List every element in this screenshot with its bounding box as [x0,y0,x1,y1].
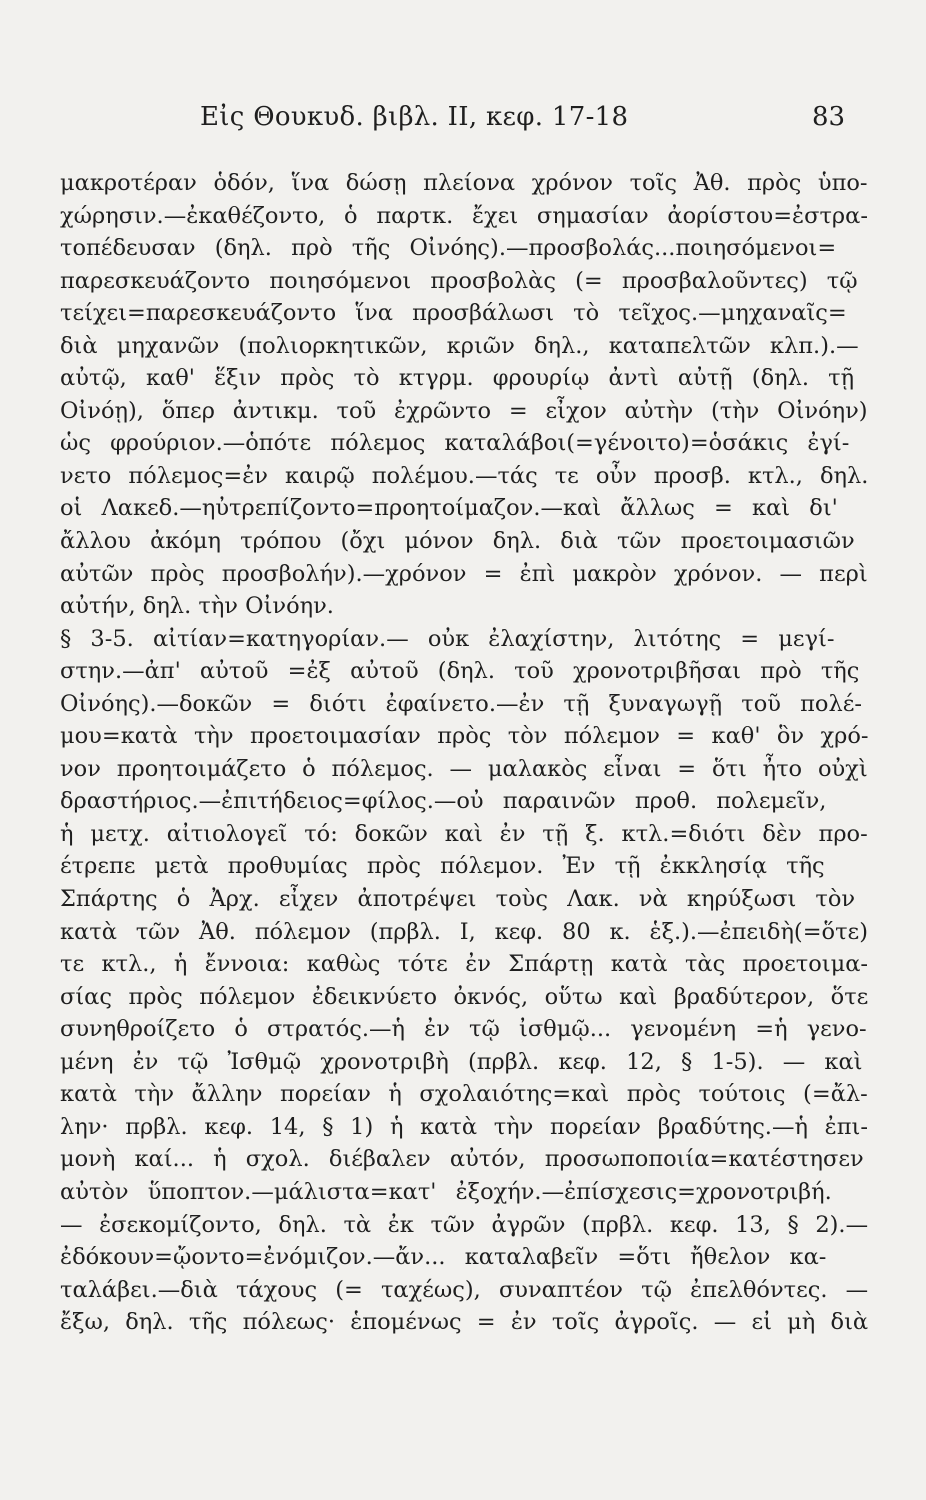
running-title: Εἰς Θουκυδ. βιβλ. II, κεφ. 17-18 [200,102,629,132]
text-line: μακροτέραν ὁδόν, ἵνα δώσῃ πλείονα χρόνον τοῖς Ἀθ. πρὸς ὑπο- [60,170,868,196]
text-line: τείχει=παρεσκευάζοντο ἵνα προσβάλωσι τὸ τεῖχος.—μηχαναῖς= [60,300,847,327]
text-line: αὐτήν, δηλ. τὴν Οἰνόην. [60,593,334,620]
text-line: μονὴ καί... ἡ σχολ. διέβαλεν αὐτόν, προσωποποιία=κατέστησεν [60,1146,864,1173]
text-line: κατὰ τῶν Ἀθ. πόλεμον (πρβλ. I, κεφ. 80 κ. ἑξ.).—ἐπειδὴ(=ὅτε) [60,918,868,945]
text-line: § 3-5. αἰτίαν=κατηγορίαν.— οὐκ ἐλαχίστην, λιτότης = μεγί- [60,625,835,652]
text-line: στην.—ἀπ' αὐτοῦ =ἐξ αὐτοῦ (δηλ. τοῦ χρονοτριβῆσαι πρὸ τῆς [60,658,860,685]
text-line: αὐτὸν ὕποπτον.—μάλιστα=κατ' ἐξοχήν.—ἐπίσχεσις=χρονοτριβή. [60,1178,832,1205]
text-line: δραστήριος.—ἐπιτήδειος=φίλος.—οὐ παραινῶν προθ. πολεμεῖν, [60,788,827,815]
text-line: έτρεπε μετὰ προθυμίας πρὸς πόλεμον. Ἐν τῇ ἐκκλησίᾳ τῆς [60,853,825,880]
text-line: νον προητοιμάζετο ὁ πόλεμος. — μαλακὸς εἶναι = ὅτι ἦτο οὐχὶ [60,755,868,782]
text-line: μένη ἐν τῷ Ἰσθμῷ χρονοτριβὴ (πρβλ. κεφ. 12, § 1-5). — καὶ [60,1048,863,1075]
page-header [0,102,926,142]
text-line: μου=κατὰ τὴν προετοιμασίαν πρὸς τὸν πόλεμον = καθ' ὃν χρό- [60,723,869,750]
page-number: 83 [812,102,846,132]
text-line: σίας πρὸς πόλεμον ἐδεικνύετο ὀκνός, οὕτω καὶ βραδύτερον, ὅτε [60,983,869,1010]
commentary-text [60,167,870,1339]
text-line: — ἐσεκομίζοντο, δηλ. τὰ ἐκ τῶν ἀγρῶν (πρβλ. κεφ. 13, § 2).— [60,1211,869,1238]
text-line: παρεσκευάζοντο ποιησόμενοι προσβολὰς (= προσβαλοῦντες) τῷ [60,267,858,294]
text-line: οἱ Λακεδ.—ηὐτρεπίζοντο=προητοίμαζον.—καὶ ἄλλως = καὶ δι' [60,495,838,522]
text-line: ἡ μετχ. αἰτιολογεῖ τό: δοκῶν καὶ ἐν τῇ ξ. κτλ.=διότι δὲν προ- [60,820,868,847]
text-line: διὰ μηχανῶν (πολιορκητικῶν, κριῶν δηλ., καταπελτῶν κλπ.).— [60,332,859,359]
text-line: ἐδόκουν=ᾤοντο=ἐνόμιζον.—ἄν... καταλαβεῖν =ὅτι ἤθελον κα- [60,1244,827,1271]
text-line: αὐτῶν πρὸς προσβολήν).—χρόνον = ἐπὶ μακρὸν χρόνον. — περὶ [60,560,868,587]
text-line: Οἰνόης).—δοκῶν = διότι ἐφαίνετο.—ἐν τῇ ξυναγωγῇ τοῦ πολέ- [60,690,862,717]
text-line: τοπέδευσαν (δηλ. πρὸ τῆς Οἰνόης).—προσβολάς...ποιησόμενοι= [60,235,837,262]
text-line: νετο πόλεμος=ἐν καιρῷ πολέμου.—τάς τε οὖν προσβ. κτλ., δηλ. [60,462,869,489]
text-line: συνηθροίζετο ὁ στρατός.—ἡ ἐν τῷ ἰσθμῷ... γενομένη =ἡ γενο- [60,1016,867,1043]
text-line: ὡς φρούριον.—ὁπότε πόλεμος καταλάβοι(=γένοιτο)=ὁσάκις ἐγί- [60,430,850,457]
text-line: κατὰ τὴν ἄλλην πορείαν ἡ σχολαιότης=καὶ πρὸς τούτοις (=ἄλ- [60,1081,868,1108]
text-line: ταλάβει.—διὰ τάχους (= ταχέως), συναπτέον τῷ ἐπελθόντες. — [60,1276,869,1303]
text-line: ἄλλου ἀκόμη τρόπου (ὄχι μόνον δηλ. διὰ τῶν προετοιμασιῶν [60,528,855,555]
text-line: χώρησιν.—ἐκαθέζοντο, ὁ παρτκ. ἔχει σημασίαν ἀορίστου=ἐστρα- [60,202,868,229]
text-line: λην· πρβλ. κεφ. 14, § 1) ἡ κατὰ τὴν πορείαν βραδύτης.—ἡ ἐπι- [60,1113,868,1140]
text-line: ἔξω, δηλ. τῆς πόλεως· ἑπομένως = ἐν τοῖς ἀγροῖς. — εἰ μὴ διὰ [60,1309,869,1336]
text-line: αὐτῷ, καθ' ἕξιν πρὸς τὸ κτγρμ. φρουρίῳ ἀντὶ αὐτῇ (δηλ. τῇ [60,365,855,392]
text-line: Οἰνόῃ), ὅπερ ἀντικμ. τοῦ ἐχρῶντο = εἶχον αὐτὴν (τὴν Οἰνόην) [60,397,868,424]
text-line: Σπάρτης ὁ Ἀρχ. εἶχεν ἀποτρέψει τοὺς Λακ. νὰ κηρύξωσι τὸν [60,886,856,913]
text-line: τε κτλ., ἡ ἔννοια: καθὼς τότε ἐν Σπάρτῃ κατὰ τὰς προετοιμα- [60,951,868,978]
